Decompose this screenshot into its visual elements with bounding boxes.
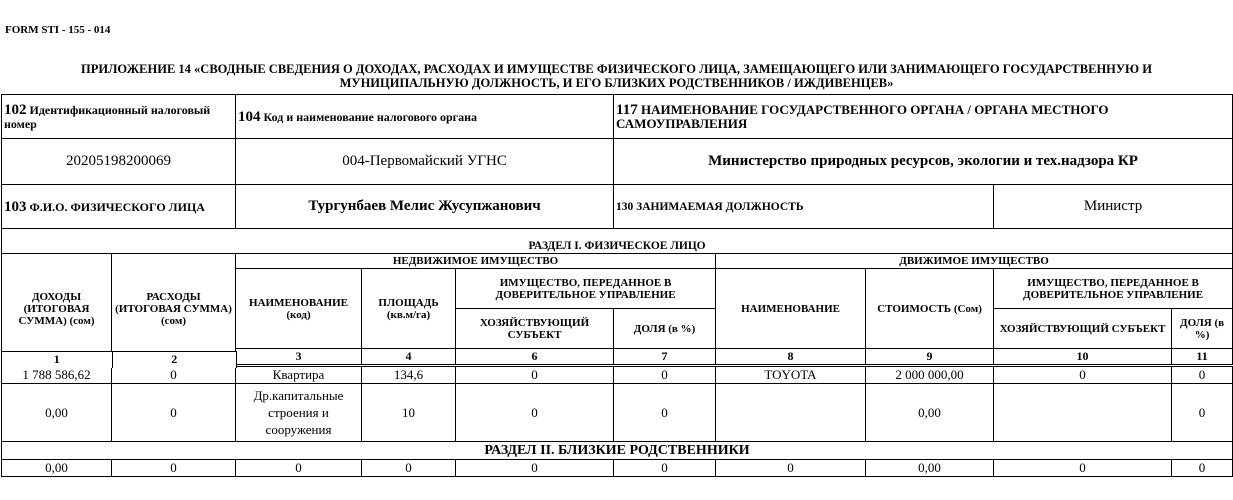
section-2-title: РАЗДЕЛ II. БЛИЗКИЕ РОДСТВЕННИКИ bbox=[2, 442, 1233, 460]
relatives-row-share: 0 bbox=[614, 460, 716, 477]
re-trust-header: ИМУЩЕСТВО, ПЕРЕДАННОЕ В ДОВЕРИТЕЛЬНОЕ УПРАВЛЕНИЕ bbox=[456, 269, 716, 309]
table-row-2-vehicle bbox=[716, 384, 866, 442]
inn-value: 20205198200069 bbox=[2, 139, 236, 185]
movable-header: ДВИЖИМОЕ ИМУЩЕСТВО bbox=[716, 254, 1233, 269]
fio-value: Тургунбаев Мелис Жусупжанович bbox=[236, 185, 614, 229]
tax-label: Код и наименование налогового органа bbox=[263, 109, 478, 124]
table-row-2-cost: 0,00 bbox=[866, 384, 994, 442]
fio-field-number: 103 bbox=[4, 198, 27, 215]
col-number: 11 bbox=[1172, 349, 1233, 365]
relatives-row-m-entity: 0 bbox=[994, 460, 1172, 477]
re-share-header: ДОЛЯ (в %) bbox=[614, 309, 716, 349]
re-entity-header: ХОЗЯЙСТВУЮЩИЙ СУБЪЕКТ bbox=[456, 309, 614, 349]
spacer-row bbox=[2, 229, 1233, 239]
relatives-row-entity: 0 bbox=[456, 460, 614, 477]
re-area-label: ПЛОЩАДЬ bbox=[378, 296, 439, 309]
org-field-number: 117 bbox=[616, 101, 638, 118]
position-field-number: 130 bbox=[616, 200, 634, 213]
data-table bbox=[1, 366, 1233, 477]
tax-authority-value: 004-Первомайский УГНС bbox=[236, 139, 614, 185]
col-number: 6 bbox=[456, 349, 614, 365]
col-number: 8 bbox=[716, 349, 866, 365]
relatives-row-m-share: 0 bbox=[1172, 460, 1233, 477]
table-row-2-area: 10 bbox=[362, 384, 456, 442]
fio-label-cell bbox=[2, 185, 236, 229]
table-row-1-m-entity: 0 bbox=[994, 367, 1172, 384]
fio-label: Ф.И.О. ФИЗИЧЕСКОГО ЛИЦА bbox=[29, 199, 205, 214]
mv-trust-header: ИМУЩЕСТВО, ПЕРЕДАННОЕ В ДОВЕРИТЕЛЬНОЕ УПРАВЛЕНИЕ bbox=[994, 269, 1233, 309]
income-header: ДОХОДЫ (ИТОГОВАЯ СУММА) (сом) bbox=[2, 254, 112, 365]
tax-field-number: 104 bbox=[238, 108, 261, 125]
relatives-row-area: 0 bbox=[362, 460, 456, 477]
position-value: Министр bbox=[994, 185, 1233, 229]
relatives-row-name: 0 bbox=[236, 460, 362, 477]
col-number: 9 bbox=[866, 349, 994, 365]
table-row-2-expenses: 0 bbox=[112, 384, 236, 442]
table-row-1-expenses: 0 bbox=[112, 367, 236, 384]
inn-label-cell bbox=[2, 95, 236, 139]
relatives-row-expenses: 0 bbox=[112, 460, 236, 477]
mv-share-header: ДОЛЯ (в %) bbox=[1172, 309, 1233, 349]
table-row-2-income: 0,00 bbox=[2, 384, 112, 442]
title-line-1: ПРИЛОЖЕНИЕ 14 «СВОДНЫЕ СВЕДЕНИЯ О ДОХОДАХ, РАСХОДАХ И ИМУЩЕСТВЕ ФИЗИЧЕСКОГО ЛИЦА, ЗАМЕЩАЮЩЕГО ИЛИ ЗАНИМАЮЩЕГО ГОСУДАРСТВЕННУЮ И bbox=[81, 62, 1152, 76]
declaration-table bbox=[1, 94, 1233, 365]
relatives-row-cost: 0,00 bbox=[866, 460, 994, 477]
re-name-label: НАИМЕНОВАНИЕ bbox=[249, 296, 348, 309]
position-label-cell bbox=[614, 185, 994, 229]
expenses-header: РАСХОДЫ (ИТОГОВАЯ СУММА) (сом) bbox=[112, 254, 236, 365]
col-number: 2 bbox=[113, 352, 237, 368]
table-row-2-name: Др.капитальные строения и сооружения bbox=[236, 384, 362, 442]
col-number: 1 bbox=[2, 352, 113, 368]
table-row-2-entity: 0 bbox=[456, 384, 614, 442]
re-area-unit: (кв.м/га) bbox=[386, 308, 431, 321]
form-code: FORM STI - 155 - 014 bbox=[5, 24, 111, 36]
col-number: 7 bbox=[614, 349, 716, 365]
realestate-header: НЕДВИЖИМОЕ ИМУЩЕСТВО bbox=[236, 254, 716, 269]
relatives-row-vehicle: 0 bbox=[716, 460, 866, 477]
org-label-cell bbox=[614, 95, 1233, 139]
table-row-1-area: 134,6 bbox=[362, 367, 456, 384]
table-row-2-m-share: 0 bbox=[1172, 384, 1233, 442]
inn-field-number: 102 bbox=[4, 101, 27, 118]
mv-cost-header: СТОИМОСТЬ (Сом) bbox=[866, 269, 994, 349]
table-row-2-m-entity bbox=[994, 384, 1172, 442]
table-row-2-share: 0 bbox=[614, 384, 716, 442]
table-row-1-cost: 2 000 000,00 bbox=[866, 367, 994, 384]
table-row-1-name: Квартира bbox=[236, 367, 362, 384]
re-area-header bbox=[362, 269, 456, 349]
section-1-title: РАЗДЕЛ I. ФИЗИЧЕСКОЕ ЛИЦО bbox=[2, 239, 1233, 254]
col-number: 4 bbox=[362, 349, 456, 365]
org-label: НАИМЕНОВАНИЕ ГОСУДАРСТВЕННОГО ОРГАНА / ОРГАНА МЕСТНОГО САМОУПРАВЛЕНИЯ bbox=[616, 101, 1109, 131]
relatives-row-income: 0,00 bbox=[2, 460, 112, 477]
col-numbers-1-2 bbox=[1, 351, 237, 368]
col-number: 3 bbox=[236, 349, 362, 365]
mv-entity-header: ХОЗЯЙСТВУЮЩИЙ СУБЪЕКТ bbox=[994, 309, 1172, 349]
table-row-1-vehicle: TOYOTA bbox=[716, 367, 866, 384]
tax-label-cell bbox=[236, 95, 614, 139]
table-row-1-entity: 0 bbox=[456, 367, 614, 384]
re-name-code: (код) bbox=[286, 308, 311, 321]
re-name-header bbox=[236, 269, 362, 349]
position-label: ЗАНИМАЕМАЯ ДОЛЖНОСТЬ bbox=[636, 200, 804, 213]
col-number: 10 bbox=[994, 349, 1172, 365]
title-line-2: МУНИЦИПАЛЬНУЮ ДОЛЖНОСТЬ, И ЕГО БЛИЗКИХ РОДСТВЕННИКОВ / ИЖДИВЕНЦЕВ» bbox=[339, 76, 894, 90]
table-row-1-share: 0 bbox=[614, 367, 716, 384]
table-row-1-income: 1 788 586,62 bbox=[2, 367, 112, 384]
inn-label: Идентификационный налоговый номер bbox=[4, 102, 211, 131]
form-title bbox=[0, 62, 1233, 90]
table-row-1-m-share: 0 bbox=[1172, 367, 1233, 384]
org-value: Министерство природных ресурсов, экологии и тех.надзора КР bbox=[614, 139, 1233, 185]
mv-name-header: НАИМЕНОВАНИЕ bbox=[716, 269, 866, 349]
